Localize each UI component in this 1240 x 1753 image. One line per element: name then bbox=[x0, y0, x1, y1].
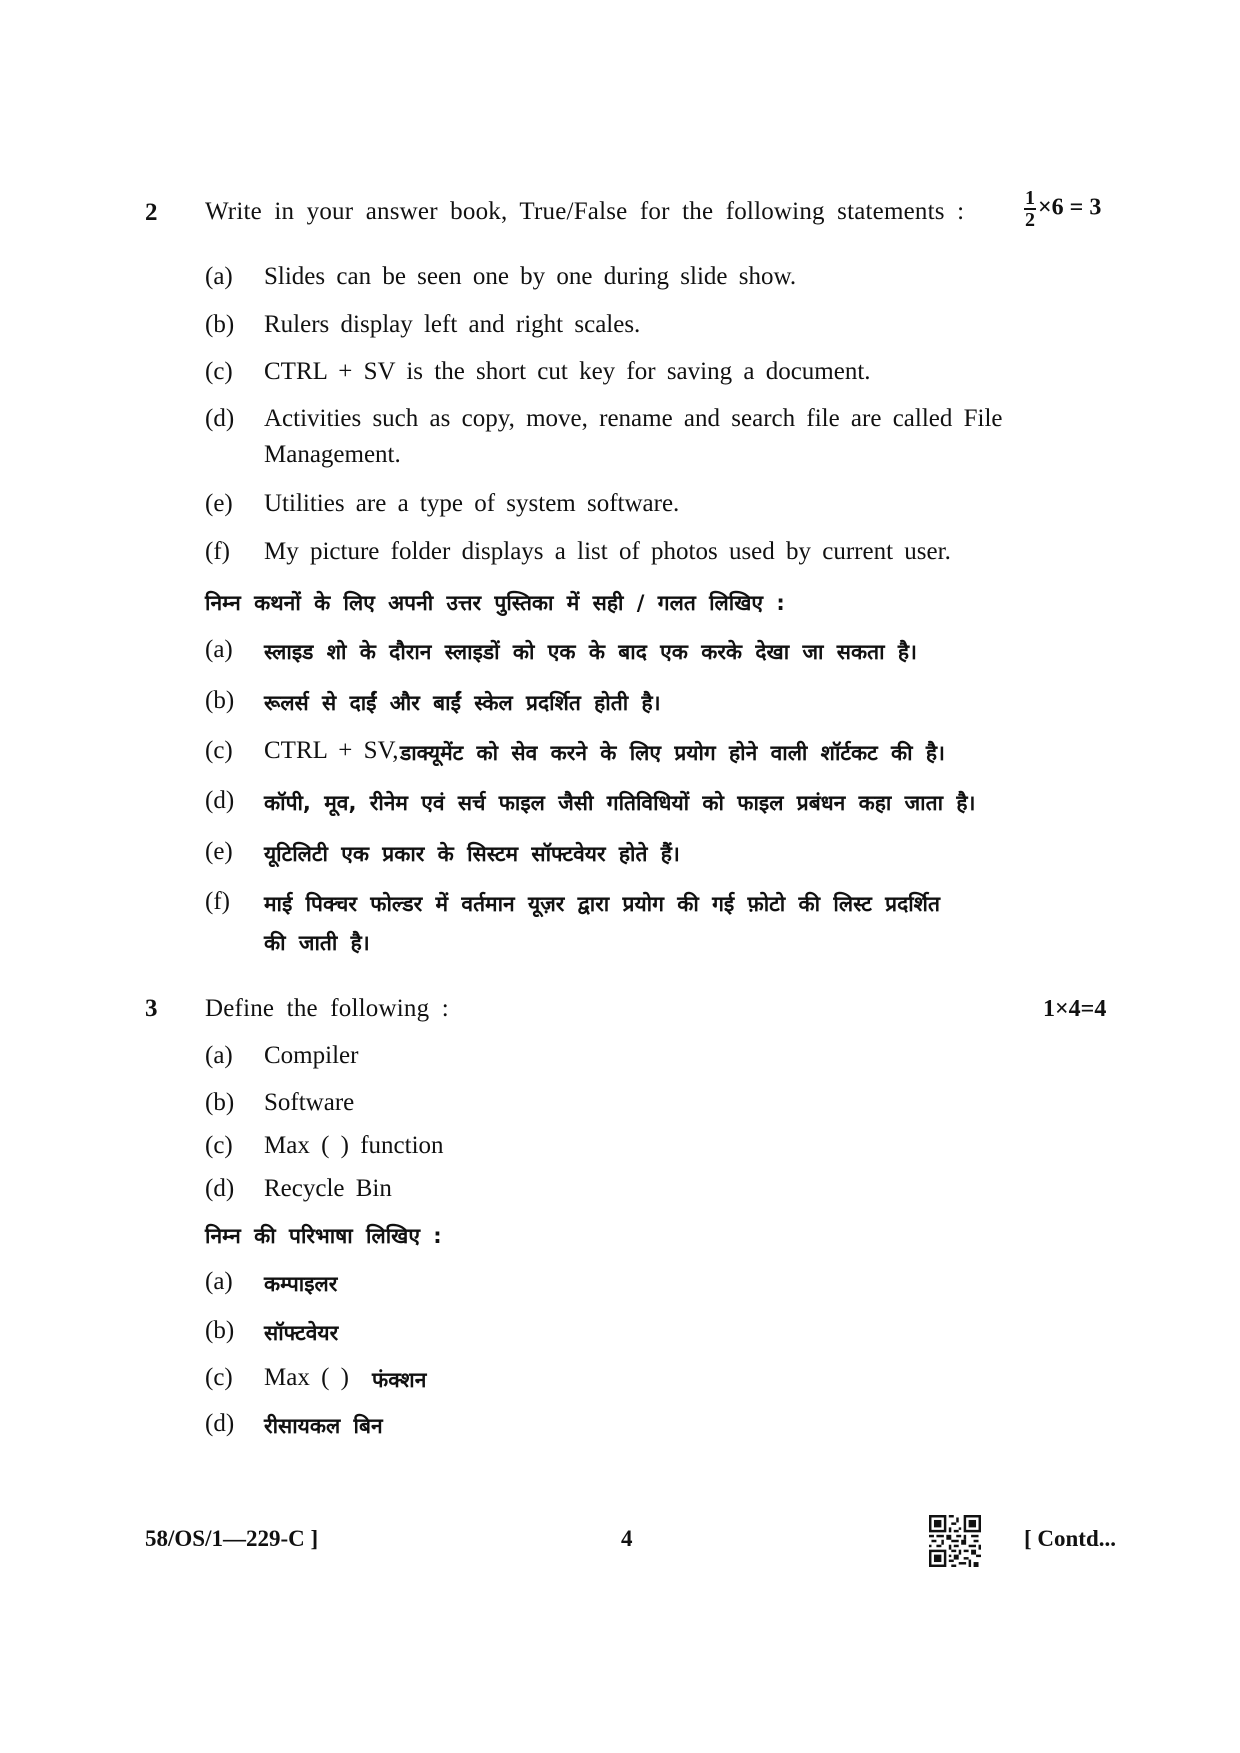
marks-rest: ×6 = 3 bbox=[1038, 194, 1102, 221]
q3-hindi-text: रीसायकल बिन bbox=[264, 1414, 383, 1438]
q3-item-text: Recycle Bin bbox=[264, 1175, 392, 1202]
q3-item-label: (c) bbox=[205, 1132, 233, 1159]
q2-hindi-label: (e) bbox=[205, 838, 233, 865]
q2-hindi-label: (f) bbox=[205, 888, 230, 915]
question-3-number: 3 bbox=[145, 995, 158, 1022]
q3-item-label: (b) bbox=[205, 1089, 235, 1116]
marks-fraction bbox=[1024, 188, 1036, 230]
q3-hindi-stem: निम्न की परिभाषा लिखिए : bbox=[205, 1224, 442, 1248]
fraction-numerator: 1 bbox=[1025, 187, 1035, 209]
question-2-marks bbox=[1024, 188, 1101, 230]
q2-item-label: (b) bbox=[205, 311, 235, 338]
q3-hindi-text-en: Max ( ) bbox=[264, 1364, 349, 1391]
q2-hindi-text: माई पिक्चर फोल्डर में वर्तमान यूज़र द्वारा प्रयोग की गई फ़ोटो की लिस्ट प्रदर्शित bbox=[264, 892, 940, 916]
q2-hindi-text: रूलर्स से दाईं और बाईं स्केल प्रदर्शित होती है। bbox=[264, 691, 661, 715]
q2-item-label: (e) bbox=[205, 490, 233, 517]
q2-item-text: CTRL + SV is the short cut key for saving a document. bbox=[264, 358, 871, 385]
q2-hindi-text-cont: की जाती है। bbox=[264, 931, 370, 955]
page-number: 4 bbox=[621, 1526, 633, 1551]
q2-item-text-cont: Management. bbox=[264, 441, 401, 468]
q2-item-label: (a) bbox=[205, 263, 233, 290]
q2-hindi-text: यूटिलिटी एक प्रकार के सिस्टम सॉफ्टवेयर होते हैं। bbox=[264, 842, 680, 866]
q2-item-text: My picture folder displays a list of photos used by current user. bbox=[264, 538, 951, 565]
paper-code: 58/OS/1—229-C ] bbox=[145, 1526, 319, 1551]
q3-hindi-label: (b) bbox=[205, 1317, 235, 1344]
q3-item-label: (d) bbox=[205, 1175, 235, 1202]
q2-item-label: (c) bbox=[205, 358, 233, 385]
q3-hindi-text: सॉफ्टवेयर bbox=[264, 1321, 339, 1345]
fraction-denominator: 2 bbox=[1025, 209, 1035, 231]
q3-hindi-label: (a) bbox=[205, 1268, 233, 1295]
q3-hindi-label: (c) bbox=[205, 1364, 233, 1391]
q3-item-text: Max ( ) function bbox=[264, 1132, 444, 1159]
q2-hindi-text: स्लाइड शो के दौरान स्लाइडों को एक के बाद एक करके देखा जा सकता है। bbox=[264, 640, 917, 664]
q2-item-label: (f) bbox=[205, 538, 230, 565]
question-3-stem: Define the following : bbox=[205, 995, 449, 1022]
q2-hindi-text: कॉपी, मूव, रीनेम एवं सर्च फाइल जैसी गतिविधियों को फाइल प्रबंधन कहा जाता है। bbox=[264, 791, 976, 815]
q2-item-text: Slides can be seen one by one during slide show. bbox=[264, 263, 797, 290]
q2-item-text: Rulers display left and right scales. bbox=[264, 311, 641, 338]
question-2-stem: Write in your answer book, True/False for the following statements : bbox=[205, 198, 965, 225]
q3-item-text: Compiler bbox=[264, 1042, 359, 1069]
q3-item-label: (a) bbox=[205, 1042, 233, 1069]
q2-item-text: Activities such as copy, move, rename and search file are called File bbox=[264, 405, 1003, 432]
q2-hindi-label: (c) bbox=[205, 737, 233, 764]
q2-hindi-label: (b) bbox=[205, 687, 235, 714]
q2-hindi-label: (d) bbox=[205, 787, 235, 814]
continued-label: [ Contd... bbox=[1024, 1526, 1117, 1551]
question-2-number: 2 bbox=[145, 199, 158, 226]
q2-hindi-text: डाक्यूमेंट को सेव करने के लिए प्रयोग होने वाली शॉर्टकट की है। bbox=[400, 741, 945, 765]
q2-item-text: Utilities are a type of system software. bbox=[264, 490, 680, 517]
question-3-marks: 1×4=4 bbox=[1043, 996, 1107, 1022]
q3-hindi-text: कम्पाइलर bbox=[264, 1272, 338, 1296]
q2-hindi-text-en: CTRL + SV, bbox=[264, 737, 399, 764]
q2-hindi-stem: निम्न कथनों के लिए अपनी उत्तर पुस्तिका में सही / गलत लिखिए : bbox=[205, 591, 785, 615]
q2-hindi-label: (a) bbox=[205, 636, 233, 663]
q3-hindi-label: (d) bbox=[205, 1410, 235, 1437]
qr-code-icon bbox=[929, 1515, 981, 1567]
q2-item-label: (d) bbox=[205, 405, 235, 432]
q3-hindi-text: फंक्शन bbox=[372, 1368, 427, 1392]
q3-item-text: Software bbox=[264, 1089, 355, 1116]
